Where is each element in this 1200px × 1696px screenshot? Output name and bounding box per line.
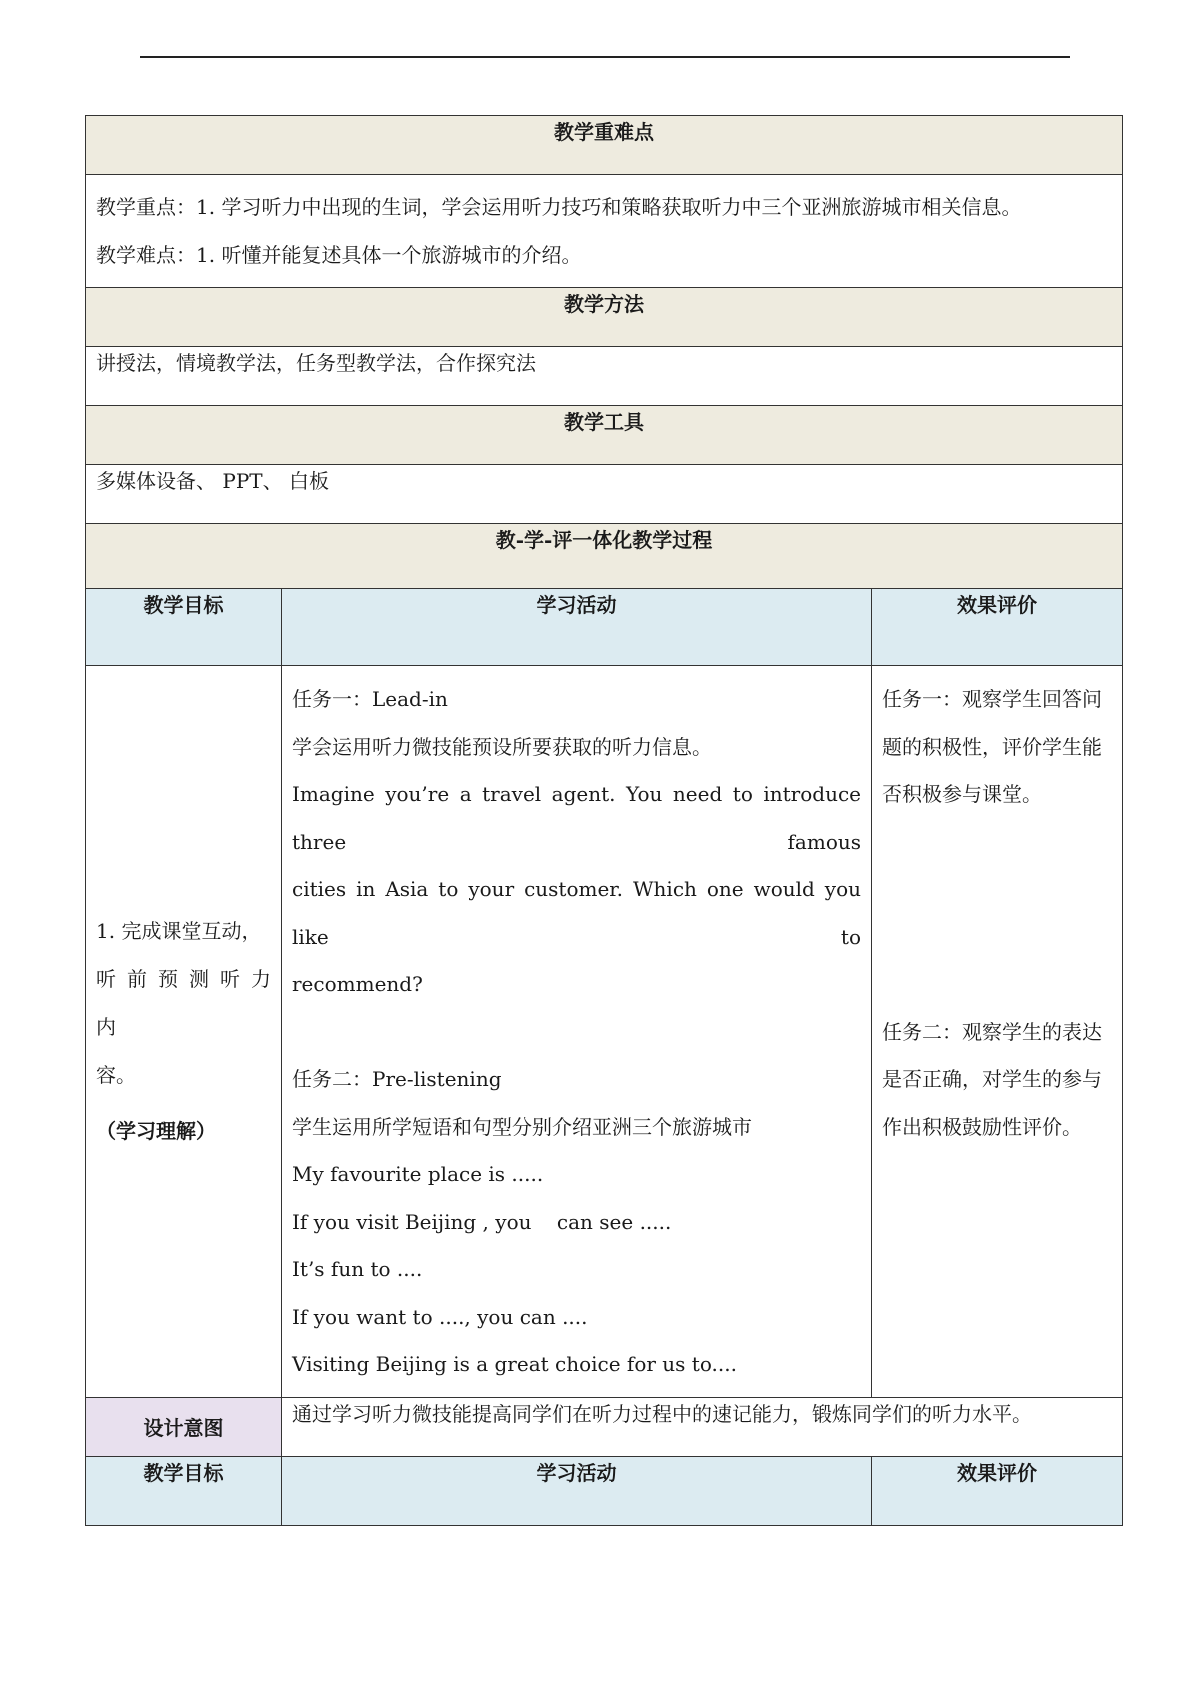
spacer	[882, 866, 1112, 914]
lesson-plan-table	[85, 115, 1123, 1526]
eval-line: 否积极参与课堂。	[882, 782, 1042, 806]
difficulties-row	[86, 175, 1123, 288]
column-header-activity: 学习活动	[282, 589, 872, 666]
section-header-tools	[86, 406, 1123, 465]
eval-line: 作出积极鼓励性评价。	[882, 1114, 1082, 1139]
section-title: 教-学-评一体化教学过程	[86, 524, 1123, 589]
section-header-methods	[86, 288, 1123, 347]
task2-title: 任务二：Pre-listening	[292, 1067, 502, 1091]
column-header-goal: 教学目标	[86, 589, 282, 666]
task1-question: cities in Asia to your customer. Which one would you like to	[292, 877, 861, 949]
sentence-pattern: My favourite place is .....	[292, 1162, 544, 1186]
task1-desc: 学会运用听力微技能预设所要获取的听力信息。	[292, 734, 712, 759]
spacer	[882, 961, 1112, 1009]
column-header-evaluation: 效果评价	[872, 589, 1123, 666]
column-header-goal: 教学目标	[86, 1456, 282, 1525]
section-title: 教学重难点	[86, 116, 1123, 175]
eval-line: 是否正确，对学生的参与	[882, 1067, 1102, 1091]
column-header-activity: 学习活动	[282, 1456, 872, 1525]
section-header-process	[86, 524, 1123, 589]
section-header-difficulties	[86, 116, 1123, 175]
methods-row	[86, 347, 1123, 406]
difficult-point-text: 教学难点：1. 听懂并能复述具体一个旅游城市的介绍。	[96, 243, 582, 267]
activity-cell	[282, 666, 872, 1398]
column-header-row	[86, 589, 1123, 666]
goal-cell	[86, 666, 282, 1398]
spacer	[292, 1009, 861, 1057]
key-point-text: 教学重点：1. 学习听力中出现的生词，学会运用听力技巧和策略获取听力中三个亚洲旅游城市相关信息。	[96, 195, 1022, 219]
task2-desc: 学生运用所学短语和句型分别介绍亚洲三个旅游城市	[292, 1114, 752, 1139]
design-intent-row	[86, 1397, 1123, 1456]
evaluation-cell	[872, 666, 1123, 1398]
sentence-pattern: It’s fun to ....	[292, 1257, 423, 1281]
goal-line: 听 前 预 测 听 力 内	[96, 967, 271, 1040]
tools-row	[86, 465, 1123, 524]
sentence-pattern: If you visit Beijing , you can see .....	[292, 1209, 672, 1234]
column-header-evaluation: 效果评价	[872, 1456, 1123, 1525]
header-rule	[140, 56, 1070, 58]
goal-line: 1. 完成课堂互动，	[96, 919, 262, 944]
column-header-row-2	[86, 1456, 1123, 1525]
section-title: 教学方法	[86, 288, 1123, 347]
tools-text: 多媒体设备、 PPT、 白板	[86, 465, 1123, 524]
methods-text: 讲授法，情境教学法，任务型教学法，合作探究法	[86, 347, 1123, 406]
task1-title: 任务一：Lead-in	[292, 687, 448, 711]
sentence-pattern: Visiting Beijing is a great choice for us to....	[292, 1352, 737, 1376]
spacer	[882, 819, 1112, 867]
eval-line: 任务二：观察学生的表达	[882, 1019, 1102, 1044]
eval-line: 题的积极性，评价学生能	[882, 734, 1102, 759]
task1-question: recommend?	[292, 972, 423, 996]
design-intent-label: 设计意图	[86, 1397, 282, 1456]
spacer	[882, 914, 1112, 962]
goal-line: 容。	[96, 1063, 136, 1088]
design-intent-text: 通过学习听力微技能提高同学们在听力过程中的速记能力，锻炼同学们的听力水平。	[282, 1397, 1123, 1456]
task-row	[86, 666, 1123, 1398]
sentence-pattern: If you want to ...., you can ....	[292, 1304, 588, 1329]
eval-line: 任务一：观察学生回答问	[882, 687, 1102, 711]
goal-tag: （学习理解）	[96, 1119, 216, 1144]
section-title: 教学工具	[86, 406, 1123, 465]
task1-question: Imagine you’re a travel agent. You need to introduce three famous	[292, 782, 861, 854]
